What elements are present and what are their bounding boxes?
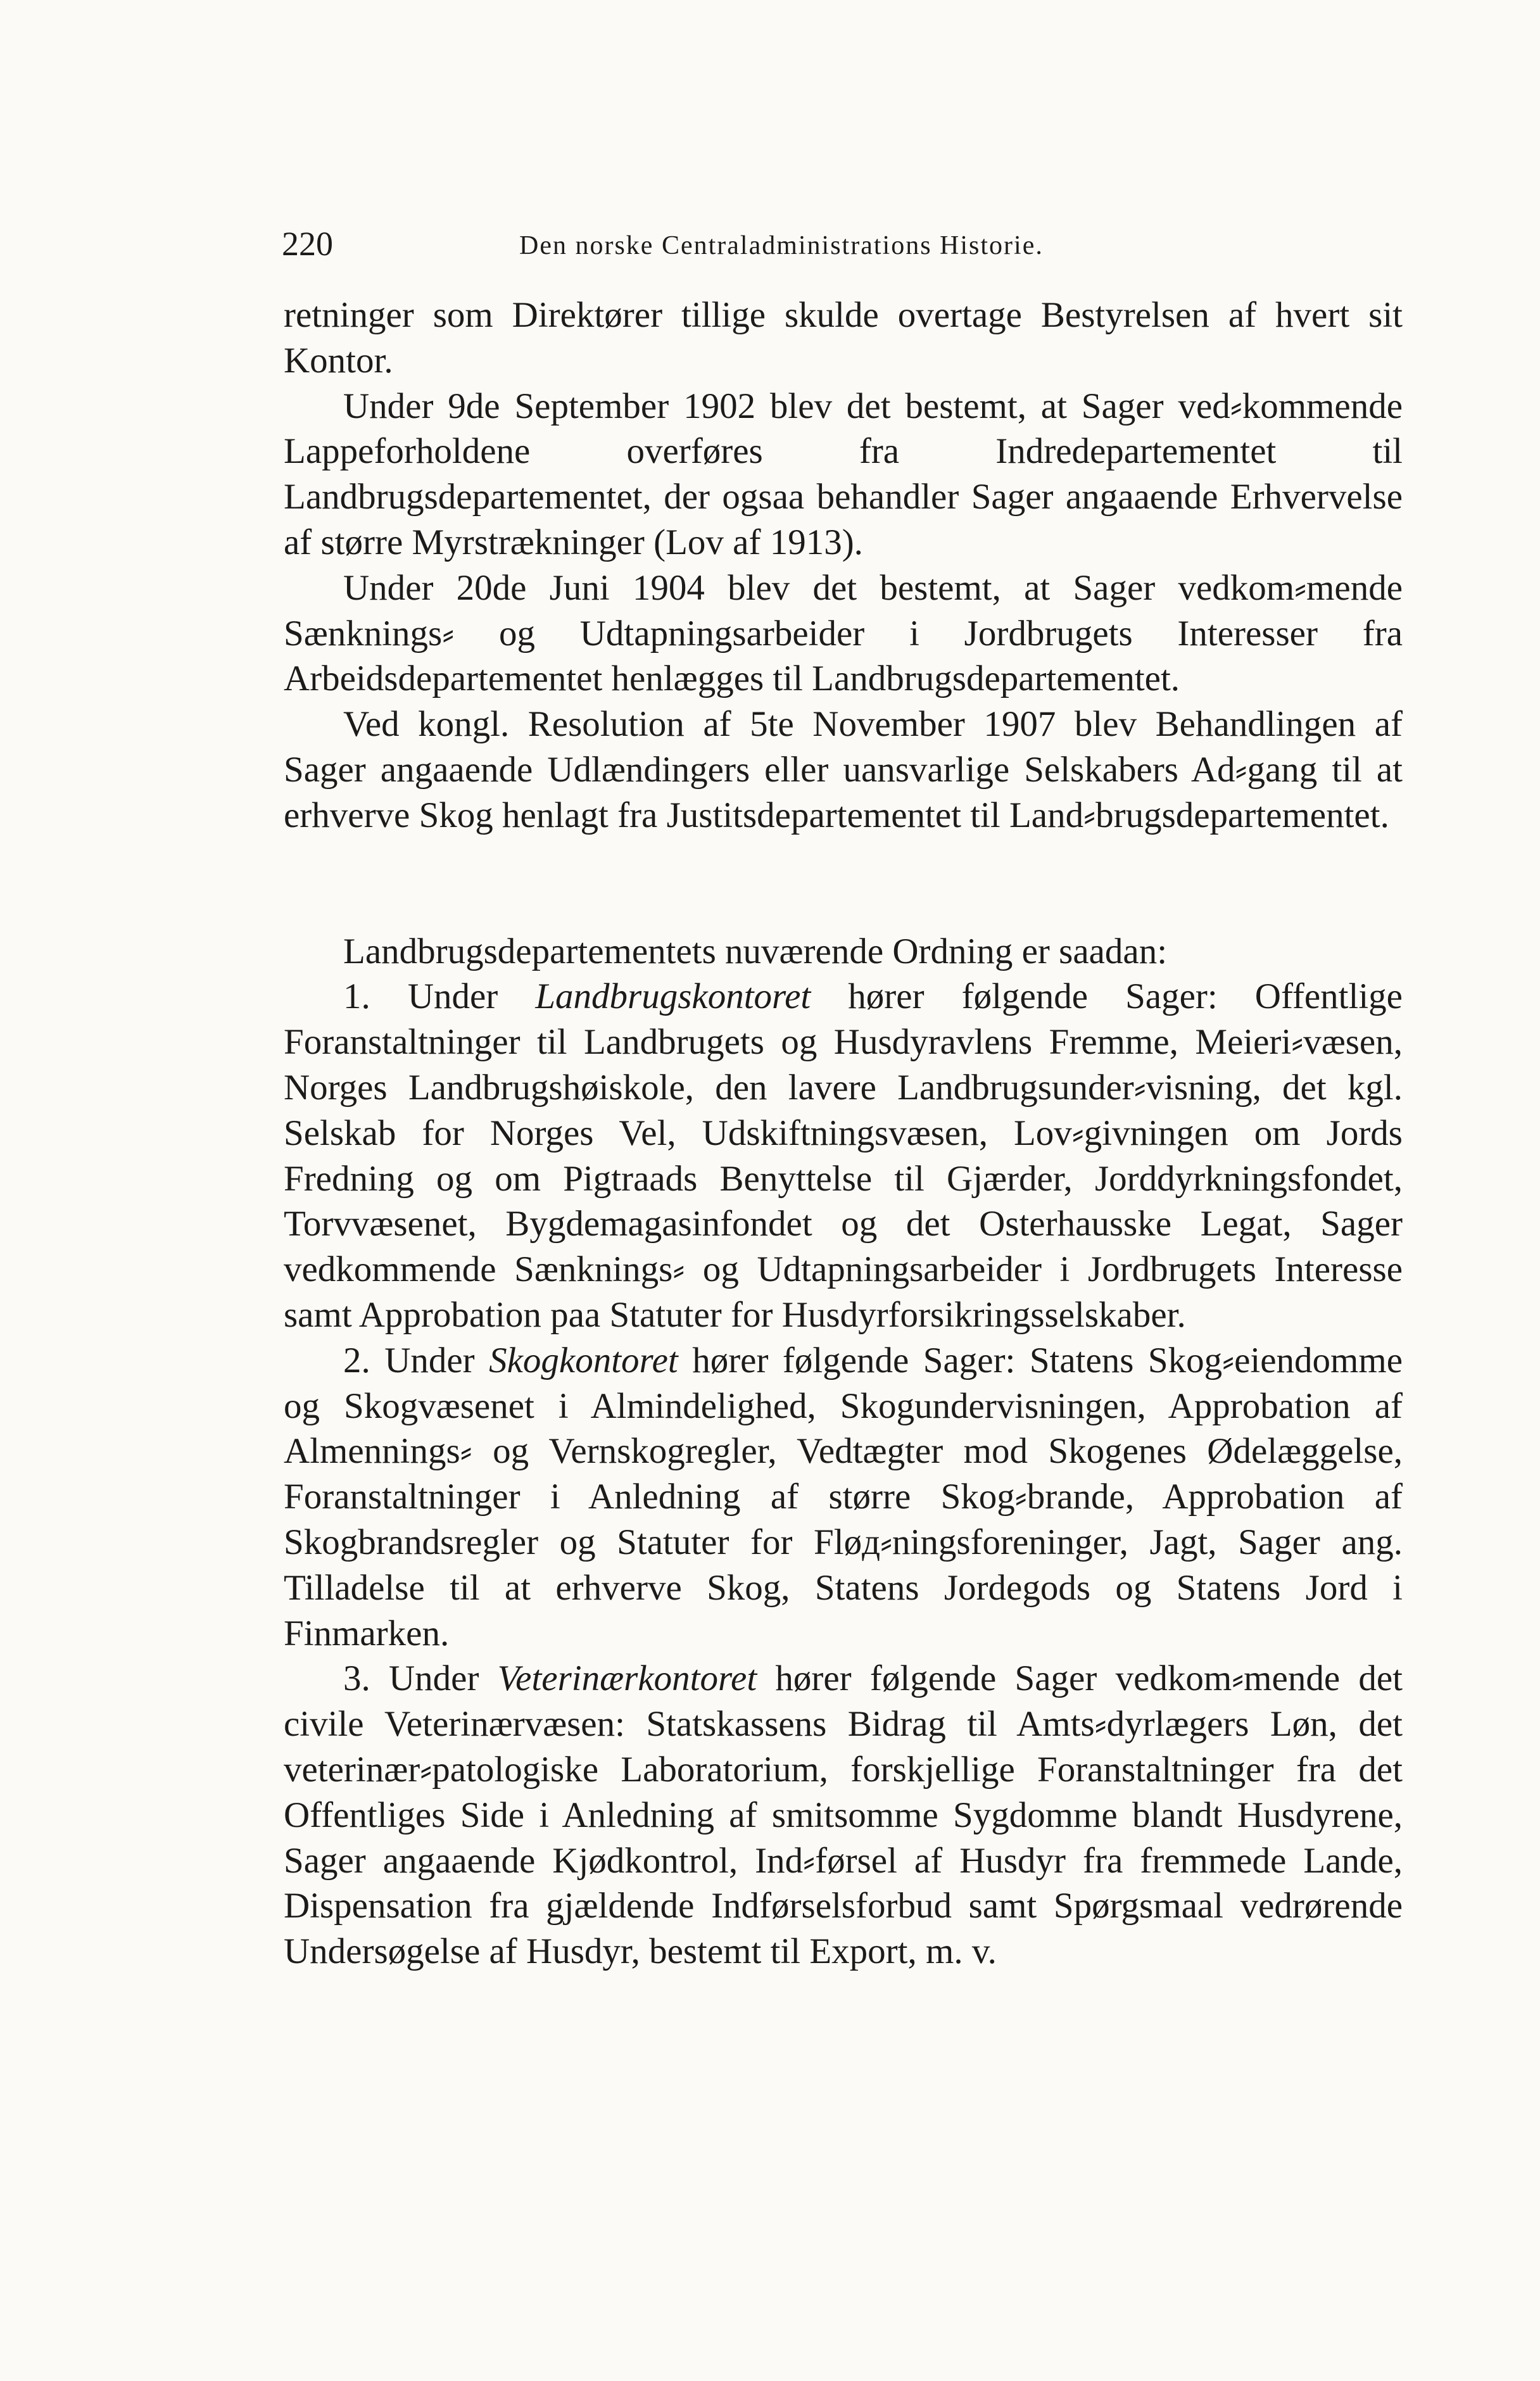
item-pre: Under [388, 1658, 479, 1699]
item-number: 2. [343, 1340, 370, 1380]
item-pre: Under [384, 1340, 475, 1380]
item-text: hører følgende Sager: Statens Skog⸗eiendomme og Skogvæsenet i Almindelighed, Skogundervisningen, Approbation af Almennings⸗ og Vernskogregler, Vedtægter mod Skogenes Ødelæggelse, Foranstaltninger i Anledning af større Skog⸗brande, Approbation af Skogbrandsregler og Statuter for Fløд⸗ningsforeninger, Jagt, Sager ang. Tilladelse til at erhverve Skog, Statens Jordegods og Statens Jord i Finmarken. [284, 1340, 1403, 1653]
page-body [284, 293, 1403, 1974]
item-text: hører følgende Sager vedkom⸗mende det civile Veterinærvæsen: Statskassens Bidrag til Amts⸗dyrlægers Løn, det veterinær⸗patologiske Laboratorium, forskjellige Foranstaltninger fra det Offentliges Side i Anledning af smitsomme Sygdomme blandt Husdyrene, Sager angaaende Kjødkontrol, Ind⸗førsel af Husdyr fra fremmede Lande, Dispensation fra gjældende Indførselsforbud samt Spørgsmaal vedrørende Undersøgelse af Husdyr, bestemt til Export, m. v. [284, 1658, 1403, 1972]
item-number: 3. [343, 1658, 370, 1699]
paragraph-resolution: Ved kongl. Resolution af 5te November 1907 blev Behandlingen af Sager angaaende Udlændingers eller uansvarlige Selskabers Ad⸗gang til at erhverve Skog henlagt fra Justitsdepartementet til Land⸗brugsdepartementet. [284, 704, 1403, 835]
office-name: Landbrugskontoret [535, 976, 811, 1017]
office-name: Veterinærkontoret [497, 1658, 757, 1699]
running-title: Den norske Centraladministrations Historie. [519, 231, 1044, 260]
paragraph-lappeforhold: Under 9de September 1902 blev det bestemt, at Sager ved⸗kommende Lappeforholdene overføres fra Indredepartementet til Landbrugsdepartementet, der ogsaa behandler Sager angaaende Erhvervelse af større Myrstrækninger (Lov af 1913). [284, 386, 1403, 562]
list-item-landbrugskontoret [284, 974, 1403, 1337]
item-number: 1. [343, 976, 370, 1017]
section-intro: Landbrugsdepartementets nuværende Ordning er saadan: [343, 931, 1168, 971]
paragraph-saenkning: Under 20de Juni 1904 blev det bestemt, at Sager vedkom⸗mende Sænknings⸗ og Udtapningsarbeider i Jordbrugets Interesser fra Arbeidsdepartementet henlægges til Landbrugsdepartementet. [284, 567, 1403, 699]
paragraph-continuation: retninger som Direktører tillige skulde overtage Bestyrelsen af hvert sit Kontor. [284, 295, 1403, 381]
page-header [282, 218, 1263, 269]
office-name: Skogkontoret [489, 1340, 678, 1380]
item-text: hører følgende Sager: Offentlige Foranstaltninger til Landbrugets og Husdyravlens Fremme, Meieri⸗væsen, Norges Landbrugshøiskole, den lavere Landbrugsunder⸗visning, det kgl. Selskab for Norges Vel, Udskiftningsvæsen, Lov⸗givningen om Jords Fredning og om Pigtraads Benyttelse til Gjærder, Jorddyrkningsfondet, Torvvæsenet, Bygdemagasinfondet og det Osterhausske Legat, Sager vedkommende Sænknings⸗ og Udtapningsarbeider i Jordbrugets Interesse samt Approbation paa Statuter for Husdyrforsikringsselskaber. [284, 976, 1403, 1335]
item-pre: Under [407, 976, 498, 1017]
list-item-veterinaerkontoret [284, 1656, 1403, 1974]
list-item-skogkontoret [284, 1338, 1403, 1657]
page-number: 220 [282, 225, 333, 263]
